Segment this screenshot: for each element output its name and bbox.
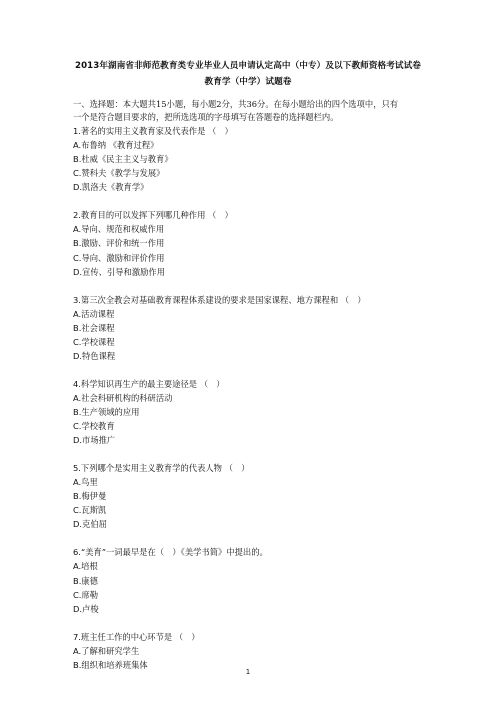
option-text: 学校教育 bbox=[81, 421, 115, 432]
answer-option bbox=[73, 152, 433, 166]
option-letter: B. bbox=[73, 238, 82, 249]
option-text: 组织和培养班集体 bbox=[81, 659, 148, 670]
instructions-line-2: 一个是符合题目要求的，把所选选项的字母填写在答题卷的选择题栏内。 bbox=[73, 112, 339, 122]
option-text: 席勒 bbox=[81, 589, 99, 600]
option-letter: D. bbox=[73, 603, 83, 614]
option-letter: B. bbox=[73, 154, 82, 165]
option-letter: A. bbox=[73, 224, 82, 235]
answer-option bbox=[73, 517, 433, 531]
answer-option bbox=[73, 265, 433, 279]
option-text: 社会科研机构的科研活动 bbox=[81, 392, 173, 403]
answer-option bbox=[73, 405, 433, 419]
question-text: 科学知识再生产的最主要途径是 （ ） bbox=[80, 378, 225, 389]
document-title: 2013年湖南省非师范教育类专业毕业人员申请认定高中（中专）及以下教师资格考试试卷 bbox=[75, 61, 421, 71]
option-text: 学校课程 bbox=[81, 336, 115, 347]
question-text: 著名的实用主义教育家及代表作是 （ ） bbox=[80, 126, 233, 136]
option-text: 瓦斯凯 bbox=[81, 505, 107, 516]
option-text: 社会课程 bbox=[81, 322, 115, 333]
answer-option bbox=[73, 349, 433, 363]
option-letter: C. bbox=[73, 168, 82, 179]
option-letter: C. bbox=[73, 252, 82, 263]
option-letter: A. bbox=[73, 392, 82, 403]
option-letter: C. bbox=[73, 336, 82, 347]
question-item bbox=[73, 377, 433, 447]
question-item bbox=[73, 208, 433, 278]
option-text: 赞科夫《教学与发展》 bbox=[81, 168, 165, 179]
option-text: 布鲁纳 《教育过程》 bbox=[81, 140, 159, 151]
option-text: 导向、激励和评价作用 bbox=[81, 252, 165, 263]
question-list bbox=[73, 124, 433, 672]
question-text: “美育”一词最早是在（ ）《美学书简》中提出的。 bbox=[80, 547, 268, 558]
option-letter: D. bbox=[73, 350, 83, 361]
option-letter: B. bbox=[73, 322, 82, 333]
section-instructions bbox=[73, 98, 429, 124]
answer-option bbox=[73, 335, 433, 349]
question-item bbox=[73, 124, 433, 194]
question-number: 6. bbox=[73, 547, 81, 558]
option-letter: C. bbox=[73, 505, 82, 516]
question-number: 5. bbox=[73, 463, 81, 474]
answer-option bbox=[73, 391, 433, 405]
option-letter: A. bbox=[73, 645, 82, 656]
question-number: 3. bbox=[73, 294, 81, 305]
option-text: 市场推广 bbox=[82, 435, 116, 446]
option-text: 宣传、引导和激励作用 bbox=[82, 266, 166, 277]
question-text: 第三次全教会对基础教育课程体系建设的要求是国家课程、地方课程和 （ ） bbox=[80, 294, 366, 305]
answer-option bbox=[73, 166, 433, 180]
option-letter: A. bbox=[73, 140, 82, 151]
question-item bbox=[73, 545, 433, 615]
question-item bbox=[73, 461, 433, 531]
option-letter: B. bbox=[73, 659, 82, 670]
option-text: 激励、评价和统一作用 bbox=[81, 238, 165, 249]
question-text: 教育目的可以发挥下列哪几种作用 （ ） bbox=[80, 210, 233, 221]
question-stem bbox=[73, 293, 433, 307]
option-text: 凯洛夫《教育学》 bbox=[82, 182, 149, 193]
option-letter: B. bbox=[73, 406, 82, 417]
question-number: 1. bbox=[73, 126, 81, 136]
answer-option bbox=[73, 644, 433, 658]
option-letter: C. bbox=[73, 421, 82, 432]
option-text: 培根 bbox=[81, 561, 98, 572]
option-letter: A. bbox=[73, 477, 82, 488]
answer-option bbox=[73, 180, 433, 194]
option-text: 鸟里 bbox=[81, 477, 98, 488]
option-text: 梅伊曼 bbox=[81, 491, 107, 502]
instructions-line-1: 一、选择题：本大题共15小题，每小题2分，共36分。在每小题给出的四个选项中，只有 bbox=[73, 99, 399, 109]
option-letter: A. bbox=[73, 308, 82, 319]
option-letter: D. bbox=[73, 266, 83, 277]
answer-option bbox=[73, 503, 433, 517]
option-text: 导向、规范和权威作用 bbox=[81, 224, 165, 235]
option-letter: D. bbox=[73, 519, 83, 530]
option-letter: C. bbox=[73, 589, 82, 600]
option-text: 了解和研究学生 bbox=[81, 645, 140, 656]
question-text: 下列哪个是实用主义教育学的代表人物 （ ） bbox=[80, 463, 250, 474]
answer-option bbox=[73, 307, 433, 321]
option-text: 杜威《民主主义与教育》 bbox=[81, 154, 173, 165]
question-stem bbox=[73, 630, 433, 644]
question-number: 4. bbox=[73, 378, 81, 389]
answer-option bbox=[73, 321, 433, 335]
answer-option bbox=[73, 251, 433, 265]
question-number: 2. bbox=[73, 210, 81, 221]
question-stem bbox=[73, 461, 433, 475]
answer-option bbox=[73, 489, 433, 503]
question-number: 7. bbox=[73, 631, 81, 642]
option-text: 特色课程 bbox=[82, 350, 116, 361]
question-text: 班主任工作的中心环节是 （ ） bbox=[80, 631, 200, 642]
question-item bbox=[73, 293, 433, 363]
answer-option bbox=[73, 419, 433, 433]
page-number: 1 bbox=[245, 668, 251, 676]
option-text: 克伯屈 bbox=[82, 519, 107, 530]
answer-option bbox=[73, 475, 433, 489]
answer-option bbox=[73, 222, 433, 236]
answer-option bbox=[73, 138, 433, 152]
option-letter: B. bbox=[73, 491, 82, 502]
question-stem bbox=[73, 208, 433, 222]
option-text: 活动课程 bbox=[81, 308, 115, 319]
question-stem bbox=[73, 377, 433, 391]
answer-option bbox=[73, 588, 433, 602]
option-letter: B. bbox=[73, 575, 82, 586]
answer-option bbox=[73, 574, 433, 588]
answer-option bbox=[73, 236, 433, 250]
question-stem bbox=[73, 545, 433, 559]
option-letter: D. bbox=[73, 435, 83, 446]
option-text: 卢梭 bbox=[82, 603, 99, 614]
document-subtitle: 教育学（中学）试题卷 bbox=[204, 77, 292, 87]
option-letter: D. bbox=[73, 182, 83, 193]
option-letter: A. bbox=[73, 561, 82, 572]
answer-option bbox=[73, 559, 433, 573]
option-text: 生产领域的应用 bbox=[81, 406, 140, 417]
answer-option bbox=[73, 602, 433, 616]
option-text: 康德 bbox=[81, 575, 98, 586]
answer-option bbox=[73, 433, 433, 447]
question-stem bbox=[73, 124, 433, 138]
question-item bbox=[73, 630, 433, 672]
